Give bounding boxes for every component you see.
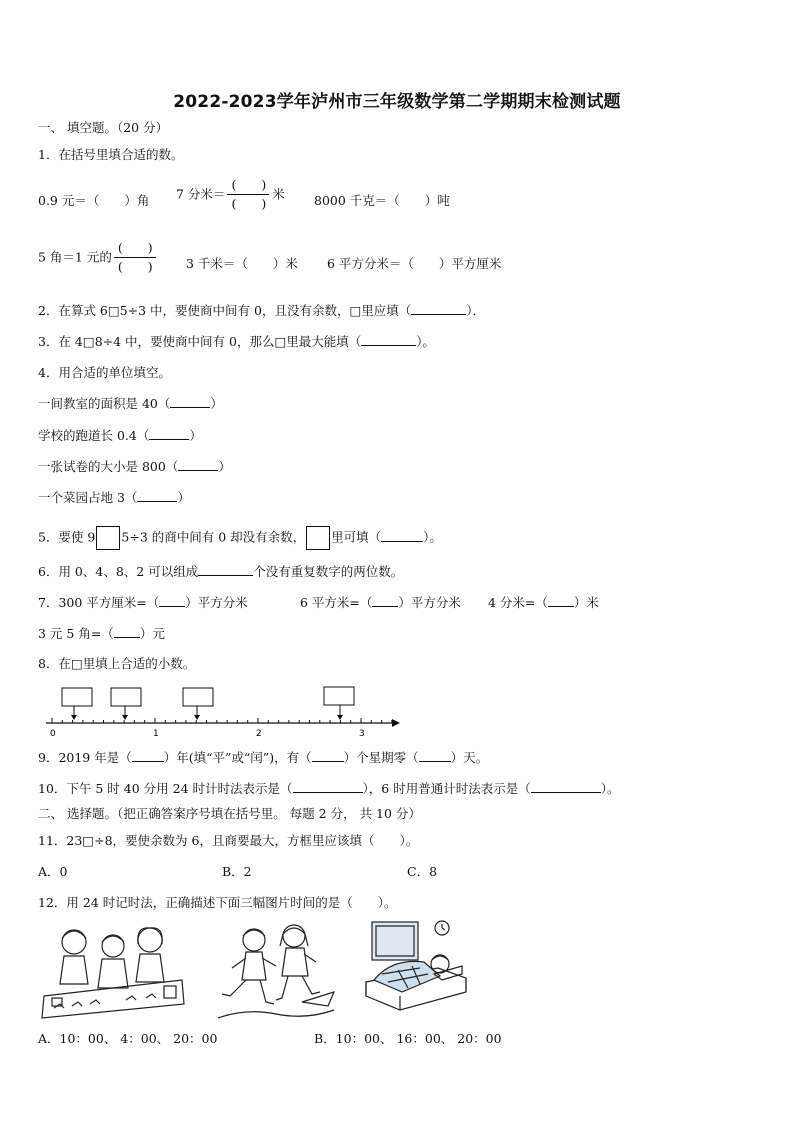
q2-text: 2．在算式 6□5÷3 中，要使商中间有 0，且没有余数，□里应填（ — [38, 303, 412, 318]
q4-item-text: 一间教室的面积是 40（ — [38, 396, 171, 411]
fraction-numerator: ( ) — [117, 240, 153, 255]
answer-box — [183, 688, 213, 706]
q7-c-text: 4 分米=（ — [488, 595, 548, 610]
q7-d-text: 3 元 5 角=（ — [38, 626, 114, 641]
question-6 — [38, 564, 403, 580]
q12-option-b: B．10：00、 16：00、 20：00 — [314, 1031, 502, 1046]
arrow-down-icon — [194, 715, 200, 720]
answer-blank — [372, 595, 398, 607]
q7-a-text: 7．300 平方厘米=（ — [38, 595, 160, 610]
q4-item — [38, 428, 202, 444]
q7-a — [38, 595, 248, 611]
q11-option-a: A．0 — [38, 864, 68, 879]
fraction-bar — [227, 194, 269, 195]
q7-b-text: 6 平方米=（ — [300, 595, 373, 610]
q4-item-text: 一张试卷的大小是 800（ — [38, 459, 179, 474]
section-2-heading: 二、 选择题。（把正确答案序号填在括号里。 每题 2 分， 共 10 分） — [38, 806, 421, 821]
q9-text-3: ）个星期零（ — [343, 750, 419, 765]
q5-text-1: 5．要使 9 — [38, 529, 96, 545]
q11-option-b: B．2 — [222, 864, 252, 879]
arrow-right-icon — [392, 719, 400, 727]
number-line-figure — [38, 682, 408, 740]
answer-blank — [419, 750, 451, 762]
arrow-down-icon — [337, 715, 343, 720]
question-1-stem: 1．在括号里填合适的数。 — [38, 147, 184, 162]
q7-d — [38, 626, 165, 642]
q7-c — [488, 595, 599, 611]
question-12-stem: 12．用 24 时记时法，正确描述下面三幅图片时间的是（ ）。 — [38, 895, 397, 910]
fraction-numerator: ( ) — [231, 177, 267, 192]
tick-label: 0 — [50, 729, 56, 739]
q10-text-2: ），6 时用普通计时法表示是（ — [362, 781, 531, 796]
q4-item-end: ） — [218, 459, 231, 474]
tick-label: 3 — [359, 729, 365, 739]
q1-b1 — [38, 240, 159, 275]
question-3 — [38, 334, 435, 350]
question-8-stem: 8．在□里填上合适的小数。 — [38, 656, 196, 671]
q1-a2-pre: 7 分米＝ — [176, 186, 226, 202]
q1-a3: 8000 千克＝（ ）吨 — [314, 193, 450, 208]
answer-blank — [411, 303, 466, 315]
q9-text-4: ）天。 — [450, 750, 489, 765]
q5-text-3: 里可填（ — [331, 529, 382, 545]
answer-blank — [137, 490, 177, 502]
question-2 — [38, 303, 485, 319]
page-title: 2022-2023学年泸州市三年级数学第二学期期末检测试题 — [173, 92, 621, 112]
answer-blank — [170, 396, 210, 408]
q4-item-text: 一个菜园占地 3（ — [38, 490, 138, 505]
q12-option-a: A．10：00、 4：00、 20：00 — [38, 1031, 218, 1046]
question-10 — [38, 781, 619, 797]
fraction-denominator: ( ) — [117, 259, 153, 274]
question-4-stem: 4．用合适的单位填空。 — [38, 365, 171, 380]
q10-text-3: ）。 — [600, 781, 620, 796]
q7-c-end: ）米 — [573, 595, 599, 610]
q11-option-c: C．8 — [407, 864, 438, 879]
answer-blank — [132, 750, 164, 762]
q1-b3: 6 平方分米＝（ ）平方厘米 — [327, 256, 502, 271]
q4-item — [38, 396, 223, 412]
children-running-illustration — [216, 922, 336, 1022]
q5-text-2: 5÷3 的商中间有 0 却没有余数， — [121, 529, 306, 545]
tick-marks — [52, 718, 392, 723]
question-11-stem: 11．23□÷8，要使余数为 6，且商要最大，方框里应该填（ ）。 — [38, 833, 419, 848]
q4-item-end: ） — [177, 490, 190, 505]
q7-b-end: ）平方分米 — [398, 595, 461, 610]
q1-b1-pre: 5 角＝1 元的 — [38, 249, 112, 265]
answer-blank — [159, 595, 185, 607]
q9-text-1: 9．2019 年是（ — [38, 750, 132, 765]
child-sleeping-illustration — [362, 918, 474, 1018]
q2-end: ）． — [466, 303, 486, 318]
answer-blank — [312, 750, 344, 762]
arrow-down-icon — [71, 715, 77, 720]
fraction-denominator: ( ) — [231, 196, 267, 211]
q6-end: 个没有重复数字的两位数。 — [253, 564, 404, 579]
q7-b — [300, 595, 461, 611]
q9-text-2: ）年(填“平”或“闰”)，有（ — [163, 750, 312, 765]
q1-a2-fraction — [227, 177, 270, 212]
arrow-down-icon — [122, 715, 128, 720]
answer-blank — [531, 781, 601, 793]
answer-blank — [548, 595, 574, 607]
tick-label: 2 — [256, 729, 262, 739]
q4-item-text: 学校的跑道长 0.4（ — [38, 428, 150, 443]
answer-box — [62, 688, 92, 706]
q3-end: ）。 — [416, 334, 436, 349]
empty-box — [96, 526, 120, 550]
question-5 — [38, 526, 442, 550]
q1-a2 — [176, 177, 285, 212]
q6-text: 6．用 0、4、8、2 可以组成 — [38, 564, 199, 579]
q1-b2: 3 千米＝（ ）米 — [186, 256, 298, 271]
question-9 — [38, 750, 488, 766]
answer-box — [111, 688, 141, 706]
q7-d-end: ）元 — [139, 626, 165, 641]
tick-label: 1 — [153, 729, 159, 739]
q10-text-1: 10．下午 5 时 40 分用 24 时计时法表示是（ — [38, 781, 293, 796]
q4-item — [38, 490, 190, 506]
q4-item-end: ） — [210, 396, 223, 411]
q4-item-end: ） — [189, 428, 202, 443]
q3-text: 3．在 4□8÷4 中，要使商中间有 0，那么□里最大能填（ — [38, 334, 362, 349]
q4-item — [38, 459, 231, 475]
answer-blank — [178, 459, 218, 471]
empty-box — [306, 526, 330, 550]
q5-end: ）。 — [423, 529, 442, 545]
answer-blank — [381, 530, 423, 542]
fraction-bar — [114, 257, 156, 258]
answer-blank — [293, 781, 363, 793]
answer-blank — [149, 428, 189, 440]
q1-a1: 0.9 元＝（ ）角 — [38, 193, 150, 208]
answer-box — [324, 687, 354, 705]
section-1-heading: 一、 填空题。（20 分） — [38, 120, 169, 135]
answer-blank — [361, 334, 416, 346]
answer-blank — [198, 564, 253, 576]
q7-a-end: ）平方分米 — [185, 595, 248, 610]
q1-a2-post: 米 — [272, 186, 285, 202]
answer-blank — [114, 626, 140, 638]
children-at-table-illustration — [38, 922, 188, 1022]
q1-b1-fraction — [114, 240, 157, 275]
